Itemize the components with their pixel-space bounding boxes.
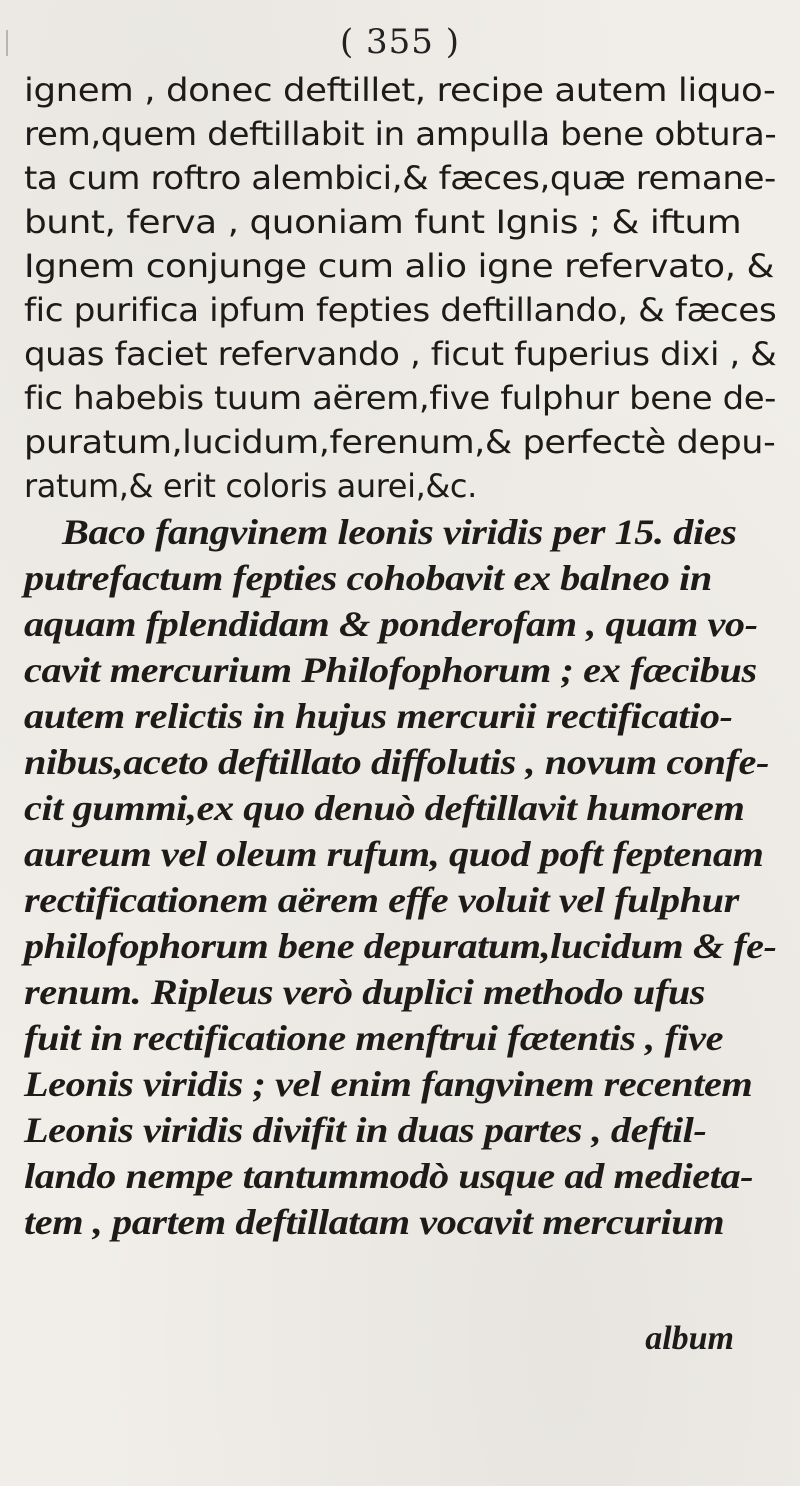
text-line: philofophorum bene depuratum,lucidum & fe- <box>24 926 777 966</box>
text-line: fuit in rectificatione menftrui fætentis , five <box>24 1018 724 1058</box>
text-line: renum. Ripleus verò duplici methodo ufus <box>24 972 706 1012</box>
text-line: Ignem conjunge cum alio igne refervato, & <box>24 247 775 285</box>
text-line: ignem , donec deftillet, recipe autem liquo- <box>24 71 776 109</box>
text-line: Leonis viridis ; vel enim fangvinem recentem <box>24 1064 753 1104</box>
text-line: rem,quem deftillabit in ampulla bene obtura- <box>24 115 777 153</box>
text-line: puratum,lucidum,ferenum,& perfectè depu- <box>24 423 776 461</box>
catchword: album <box>645 1320 734 1357</box>
text-line: nibus,aceto deftillato diffolutis , novum confe- <box>24 742 769 782</box>
text-line: fic habebis tuum aërem,five fulphur bene de- <box>24 379 777 417</box>
text-line: aureum vel oleum rufum, quod poft feptenam <box>24 834 764 874</box>
text-line: rectificationem aërem effe voluit vel fulphur <box>24 880 739 920</box>
text-line: lando nempe tantummodò usque ad medieta- <box>24 1156 754 1196</box>
text-line: tem , partem deftillatam vocavit mercurium <box>24 1202 725 1242</box>
text-line: ratum,& erit coloris aurei,&c. <box>24 467 477 505</box>
text-line: putrefactum fepties cohobavit ex balneo in <box>24 558 712 598</box>
text-line: quas faciet refervando , ficut fuperius dixi , & <box>24 335 777 373</box>
text-line: bunt, ferva , quoniam funt Ignis ; & iftum <box>24 203 742 241</box>
text-line: Baco fangvinem leonis viridis per 15. dies <box>62 512 737 552</box>
page-number: ( 355 ) <box>339 22 461 62</box>
text-line: fic purifica ipfum fepties deftillando, & fæces <box>24 291 777 329</box>
text-line: autem relictis in hujus mercurii rectificatio- <box>24 696 733 736</box>
text-line: cavit mercurium Philofophorum ; ex fæcibus <box>24 650 757 690</box>
text-line: Leonis viridis divifit in duas partes , deftil- <box>24 1110 707 1150</box>
text-line: aquam fplendidam & ponderofam , quam vo- <box>24 604 758 644</box>
text-line: cit gummi,ex quo denuò deftillavit humorem <box>24 788 745 828</box>
text-line: ta cum roftro alembici,& fæces,quæ remane- <box>24 159 776 197</box>
